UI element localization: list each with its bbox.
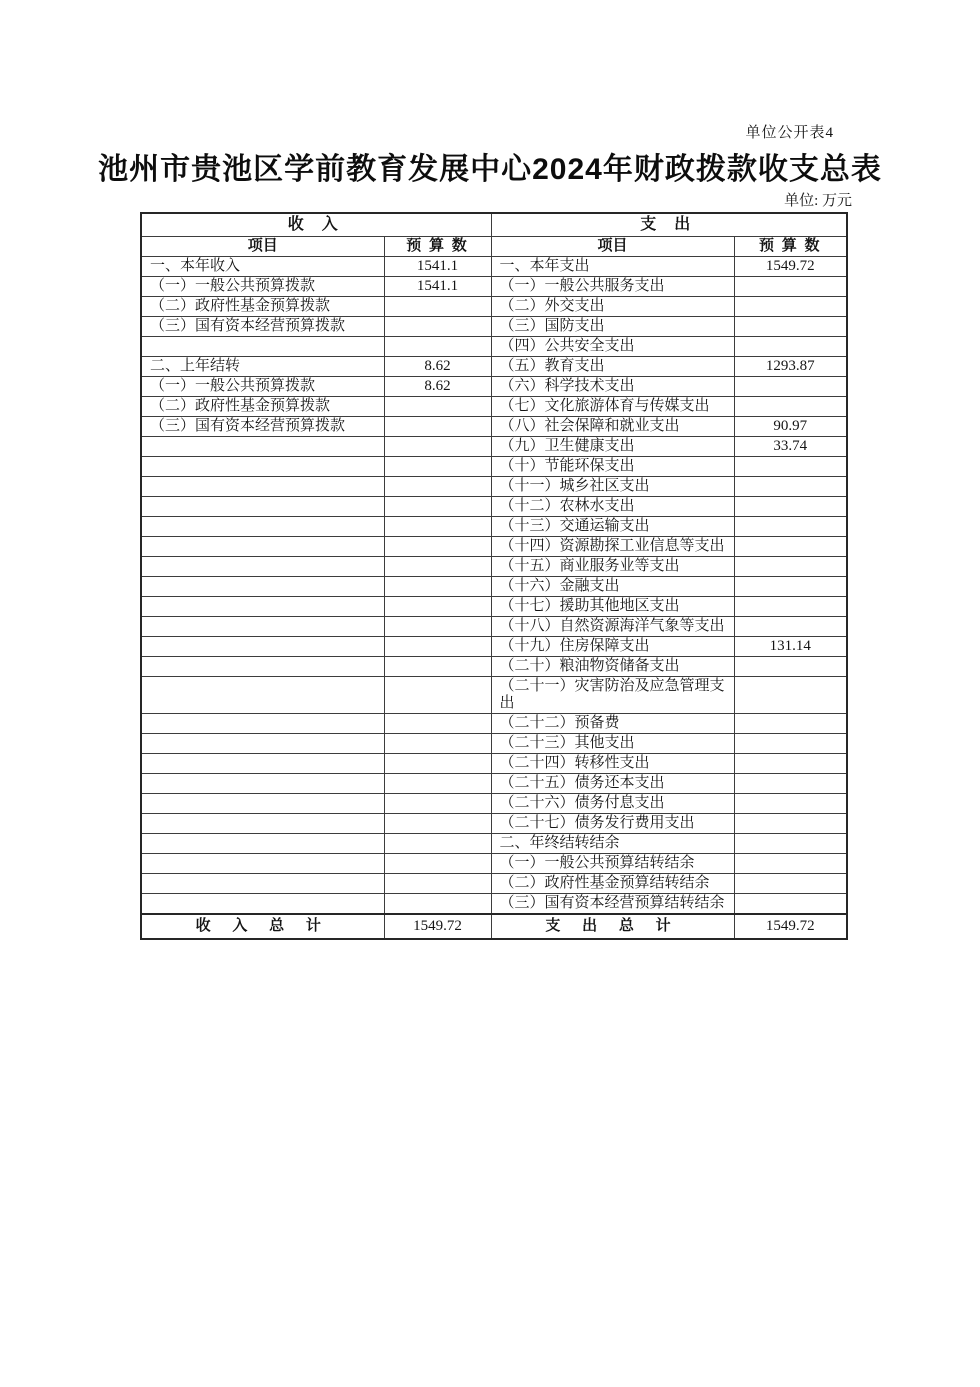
table-row [141,256,847,276]
expense-budget-cell [734,316,847,336]
expense-item-cell: （十七）援助其他地区支出 [491,596,734,616]
table-row [141,276,847,296]
income-budget-cell [384,296,491,316]
table-row [141,873,847,893]
expense-item-cell: （二十六）债务付息支出 [491,793,734,813]
table-row [141,773,847,793]
income-item-cell [141,496,384,516]
income-budget-cell: 8.62 [384,376,491,396]
expense-item-cell: （十九）住房保障支出 [491,636,734,656]
expense-budget-column-header: 预 算 数 [734,236,847,256]
expense-item-cell: （十）节能环保支出 [491,456,734,476]
expense-budget-cell [734,496,847,516]
expense-budget-cell [734,516,847,536]
income-item-cell [141,813,384,833]
expense-item-cell: （十一）城乡社区支出 [491,476,734,496]
table-row [141,396,847,416]
income-budget-cell: 8.62 [384,356,491,376]
expense-budget-cell [734,536,847,556]
expense-item-cell: （三）国防支出 [491,316,734,336]
income-item-cell: （一）一般公共预算拨款 [141,376,384,396]
expense-budget-cell [734,833,847,853]
income-budget-cell [384,396,491,416]
expense-item-cell: （五）教育支出 [491,356,734,376]
expense-item-cell: （九）卫生健康支出 [491,436,734,456]
income-budget-cell: 1541.1 [384,256,491,276]
income-budget-cell [384,456,491,476]
expense-item-cell: （十四）资源勘探工业信息等支出 [491,536,734,556]
expense-budget-cell [734,556,847,576]
expense-budget-cell: 131.14 [734,636,847,656]
table-row [141,316,847,336]
expense-item-cell: （二十四）转移性支出 [491,753,734,773]
table-row [141,596,847,616]
expense-total-value: 1549.72 [734,914,847,939]
expense-total-label: 支 出 总 计 [491,914,734,939]
expense-budget-cell [734,476,847,496]
income-budget-cell [384,773,491,793]
table-row [141,556,847,576]
expense-budget-cell [734,376,847,396]
corner-label: 单位公开表4 [745,125,834,141]
expense-item-cell: （二）政府性基金预算结转结余 [491,873,734,893]
income-item-cell [141,753,384,773]
expense-item-cell: （一）一般公共预算结转结余 [491,853,734,873]
table-row [141,893,847,914]
column-header-row [141,236,847,256]
income-budget-cell [384,436,491,456]
expense-budget-cell [734,396,847,416]
income-budget-cell [384,813,491,833]
income-budget-cell [384,893,491,914]
expense-item-cell: （十五）商业服务业等支出 [491,556,734,576]
income-item-cell [141,556,384,576]
income-item-cell [141,893,384,914]
table-row [141,456,847,476]
table-row [141,753,847,773]
table-row [141,516,847,536]
expense-budget-cell [734,753,847,773]
table-row [141,496,847,516]
income-budget-cell: 1541.1 [384,276,491,296]
table-row [141,853,847,873]
income-item-cell: （一）一般公共预算拨款 [141,276,384,296]
expense-item-cell: （七）文化旅游体育与传媒支出 [491,396,734,416]
income-item-cell: （三）国有资本经营预算拨款 [141,416,384,436]
expense-budget-cell: 33.74 [734,436,847,456]
expense-budget-cell [734,733,847,753]
page-title: 池州市贵池区学前教育发展中心2024年财政拨款收支总表 [98,153,882,186]
table-row [141,733,847,753]
table-row [141,416,847,436]
table-row [141,793,847,813]
expense-item-cell: （二）外交支出 [491,296,734,316]
table-row [141,476,847,496]
expense-item-cell: （二十五）债务还本支出 [491,773,734,793]
income-item-cell [141,793,384,813]
total-row [141,914,847,939]
table-row [141,616,847,636]
income-total-value: 1549.72 [384,914,491,939]
income-budget-cell [384,416,491,436]
income-item-cell: （三）国有资本经营预算拨款 [141,316,384,336]
income-item-cell: （二）政府性基金预算拨款 [141,396,384,416]
expense-budget-cell [734,336,847,356]
table-row [141,713,847,733]
income-budget-cell [384,676,491,713]
income-item-cell [141,636,384,656]
income-item-cell [141,733,384,753]
income-item-cell [141,476,384,496]
income-item-cell [141,576,384,596]
table-row [141,813,847,833]
income-budget-cell [384,853,491,873]
income-budget-cell [384,636,491,656]
income-budget-cell [384,713,491,733]
income-budget-cell [384,316,491,336]
section-header-row [141,213,847,236]
income-item-cell [141,596,384,616]
income-item-cell [141,656,384,676]
expense-item-cell: （三）国有资本经营预算结转结余 [491,893,734,914]
expense-budget-cell [734,873,847,893]
expense-item-cell: 二、年终结转结余 [491,833,734,853]
expense-budget-cell: 1549.72 [734,256,847,276]
expense-item-column-header: 项目 [491,236,734,256]
expense-item-cell: （二十三）其他支出 [491,733,734,753]
income-item-cell [141,853,384,873]
income-item-cell [141,713,384,733]
expense-item-cell: （二十）粮油物资储备支出 [491,656,734,676]
expense-item-cell: （十二）农林水支出 [491,496,734,516]
income-item-cell [141,773,384,793]
income-budget-cell [384,616,491,636]
income-item-cell [141,336,384,356]
income-item-cell [141,536,384,556]
income-item-cell [141,456,384,476]
expense-item-cell: （一）一般公共服务支出 [491,276,734,296]
income-budget-cell [384,753,491,773]
income-item-cell: （二）政府性基金预算拨款 [141,296,384,316]
income-budget-cell [384,336,491,356]
income-item-cell: 一、本年收入 [141,256,384,276]
expense-budget-cell [734,296,847,316]
income-budget-cell [384,576,491,596]
expense-budget-cell [734,793,847,813]
budget-table [140,212,848,940]
income-item-cell [141,436,384,456]
expense-budget-cell [734,713,847,733]
table-row [141,436,847,456]
expense-budget-cell [734,813,847,833]
table-row [141,336,847,356]
expense-budget-cell [734,893,847,914]
expense-item-cell: （二十一）灾害防治及应急管理支出 [491,676,734,713]
expense-budget-cell: 90.97 [734,416,847,436]
income-budget-cell [384,733,491,753]
expense-budget-cell [734,656,847,676]
expense-item-cell: 一、本年支出 [491,256,734,276]
table-row [141,656,847,676]
income-budget-cell [384,596,491,616]
unit-note: 单位: 万元 [784,193,852,209]
expense-item-cell: （六）科学技术支出 [491,376,734,396]
table-row [141,636,847,656]
income-budget-cell [384,516,491,536]
income-item-cell [141,616,384,636]
expense-budget-cell [734,616,847,636]
income-budget-cell [384,656,491,676]
income-item-cell [141,873,384,893]
income-item-cell [141,676,384,713]
table-row [141,356,847,376]
income-item-cell: 二、上年结转 [141,356,384,376]
expense-budget-cell [734,773,847,793]
expense-budget-cell [734,853,847,873]
expense-budget-cell [734,596,847,616]
income-item-cell [141,516,384,536]
expense-item-cell: （八）社会保障和就业支出 [491,416,734,436]
income-budget-cell [384,536,491,556]
income-budget-cell [384,556,491,576]
expense-budget-cell [734,276,847,296]
income-budget-cell [384,873,491,893]
expense-item-cell: （十六）金融支出 [491,576,734,596]
income-section-header: 收 入 [141,213,491,236]
expense-budget-cell [734,576,847,596]
expense-item-cell: （四）公共安全支出 [491,336,734,356]
expense-item-cell: （十三）交通运输支出 [491,516,734,536]
table-row [141,576,847,596]
income-budget-column-header: 预 算 数 [384,236,491,256]
table-row [141,833,847,853]
income-budget-cell [384,833,491,853]
income-total-label: 收 入 总 计 [141,914,384,939]
income-item-cell [141,833,384,853]
table-row [141,376,847,396]
expense-item-cell: （二十七）债务发行费用支出 [491,813,734,833]
expense-budget-cell [734,456,847,476]
income-budget-cell [384,476,491,496]
income-budget-cell [384,496,491,516]
table-row [141,536,847,556]
expense-item-cell: （十八）自然资源海洋气象等支出 [491,616,734,636]
expense-section-header: 支 出 [491,213,847,236]
income-item-column-header: 项目 [141,236,384,256]
expense-item-cell: （二十二）预备费 [491,713,734,733]
income-budget-cell [384,793,491,813]
table-row [141,676,847,713]
table-row [141,296,847,316]
expense-budget-cell [734,676,847,713]
expense-budget-cell: 1293.87 [734,356,847,376]
